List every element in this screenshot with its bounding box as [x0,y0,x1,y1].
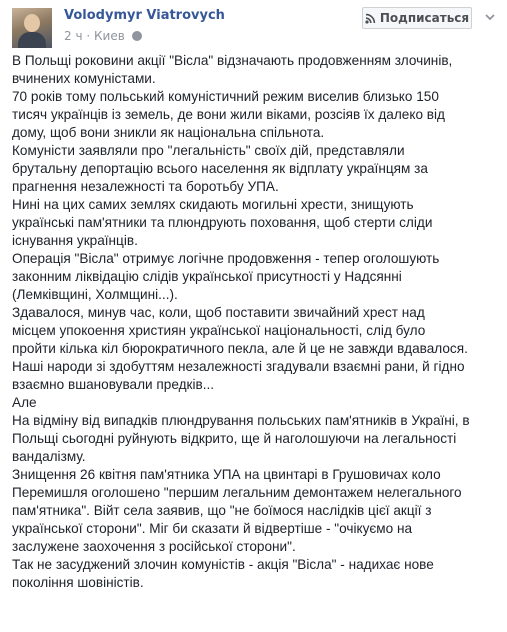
meta-separator: · [86,29,95,43]
paragraph: Здавалося, минув час, коли, щоб поставити звичайний хрест над місцем упокоення християн української національності, слід було пройти кілька кіл бюрократичного пекла, але й це не завжди вдавалося. [12,305,468,356]
post-location[interactable]: Киев [94,29,125,43]
paragraph: Нині на цих самих землях скидають могильні хрести, знищують українські пам'ятники та плюндрують поховання, щоб стерти сліди існування українців. [12,197,433,248]
post-time[interactable]: 2 ч [64,29,83,43]
paragraph: На відміну від випадків плюндрування польських пам'ятників в Україні, в Польщі сьогодні руйнують відкрито, ще й наголошуючи на легальності вандалізму. [12,413,470,464]
subscribe-button[interactable] [362,7,472,29]
rss-icon [365,13,376,24]
post-text [12,52,498,592]
paragraph: Знищення 26 квітня пам'ятника УПА на цвинтарі в Грушовичах коло Перемишля оголошено "першим легальним демонтажем нелегального пам'ятника". Війт села заявив, що "не боїмося наслідків цієї акції з української сторони". Міг би сказати й відвертіше - "очікуємо на заслужене заохочення з російської сторони". [12,467,462,554]
paragraph: Так не засуджений злочин комуністів - акція "Вісла" - надихає нове покоління шовіністів. [12,557,434,590]
author-avatar[interactable] [12,8,52,48]
author-name[interactable]: Volodymyr Viatrovych [64,8,225,23]
paragraph: Але [12,395,37,410]
paragraph: Комуністи заявляли про "легальність" своїх дій, представляли брутальну депортацію всього населення як відплату українцям за прагнення незалежності та боротьбу УПА. [12,143,428,194]
paragraph: 70 років тому польський комуністичний режим виселив близько 150 тисяч українців із земель, де вони жили віками, розсіяв їх далеко від дому, щоб вони зникли як національна спільнота. [12,89,445,140]
chevron-down-icon[interactable] [483,10,497,24]
avatar-head [24,14,40,32]
paragraph: Операція "Вісла" отримує логічне продовження - тепер оголошують законним ліквідацію слідів української присутності у Надсянні (Лемківщині, Холмщині...). [12,251,440,302]
paragraph: Наші народи зі здобуттям незалежності згадували взаємні рани, й гідно взаємно вшановували предків... [12,359,465,392]
paragraph: В Польщі роковини акції "Вісла" відзначають продовженням злочинів, вчинених комуністами. [12,53,453,86]
post-header [0,0,507,56]
globe-icon [132,31,142,41]
avatar-body [18,32,46,48]
post-meta [64,29,142,43]
subscribe-label: Подписаться [379,11,470,25]
